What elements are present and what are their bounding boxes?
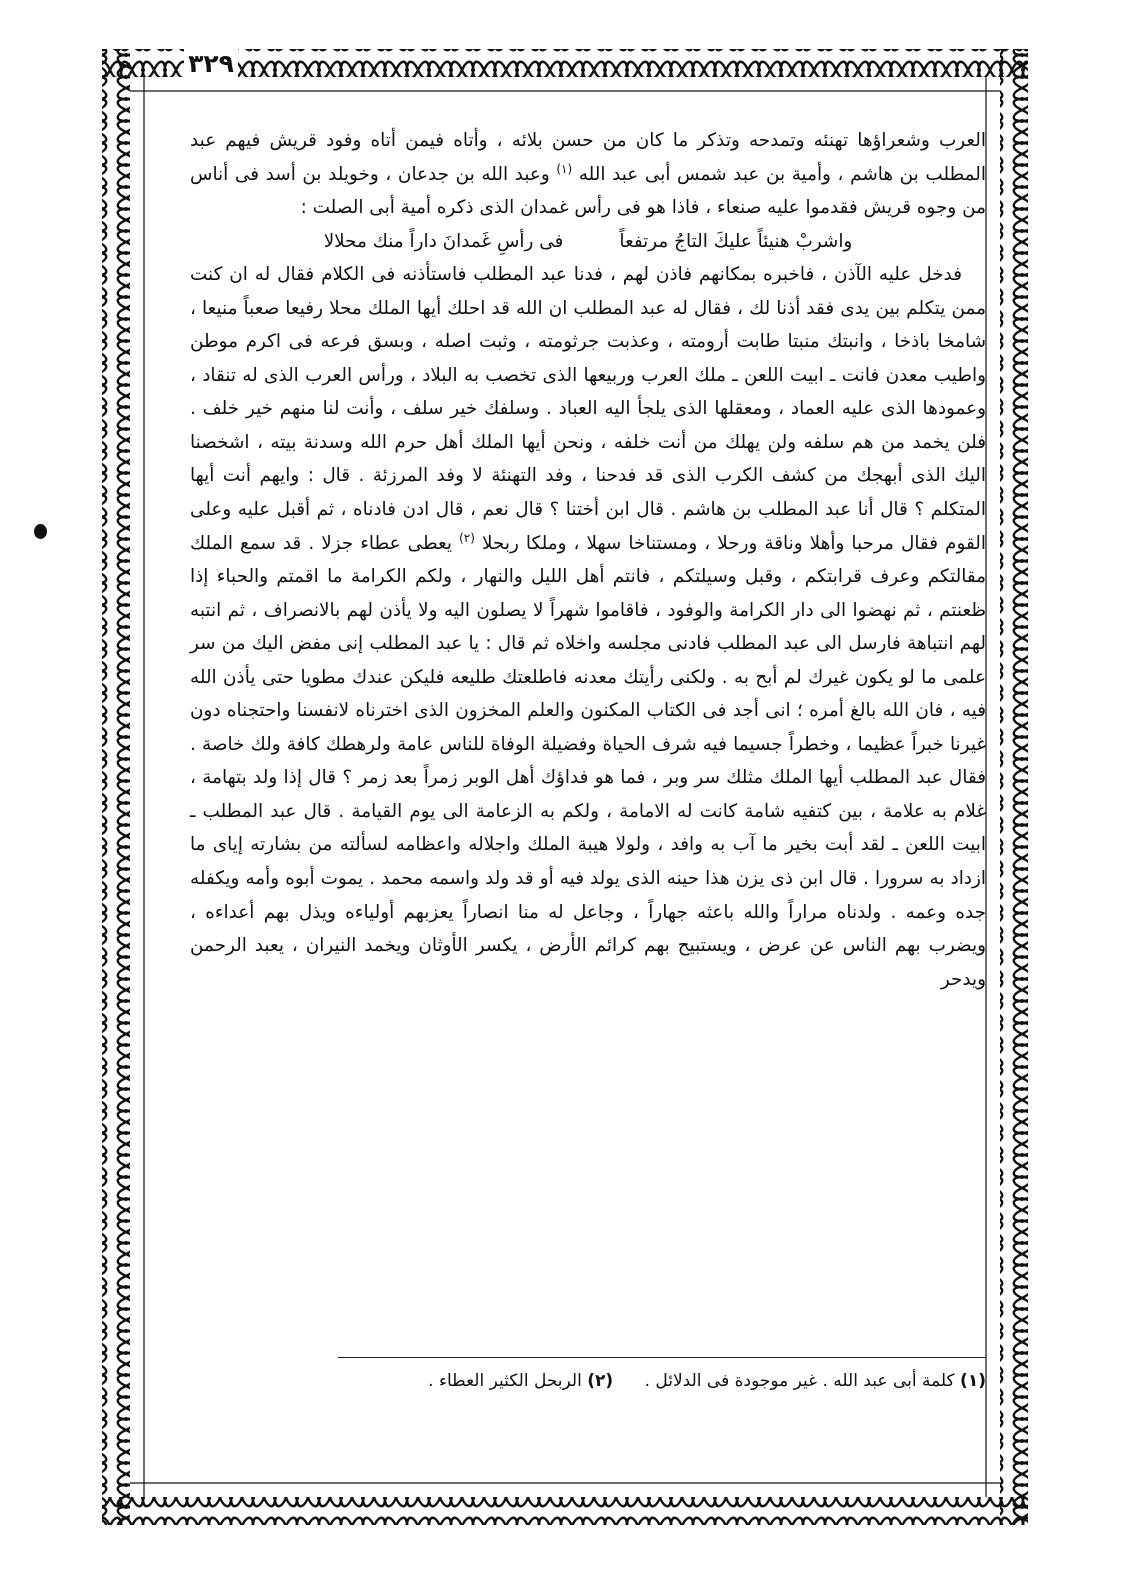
footnote-ref-1[interactable]: (١) [556, 161, 573, 176]
footnote-2-marker: (٢) [587, 1371, 614, 1391]
main-text-block [190, 124, 986, 996]
paragraph-2-text: فدخل عليه الآذن ، فاخبره بمكانهم فاذن لهم ، فدنا عبد المطلب فاستأذنه فى الكلام فقال له ان كنت ممن يتكلم بين يدى فقد أذنا لك ، فقال له عبد المطلب ان الله قد احلك أيها الملك محلا رفيعا صعباً منيعا ، شامخا باذخا ، وانبتك منبتا طابت أرومته ، وعذبت جرثومته ، وثبت اصله ، وبسق فرعه فى اكرم موطن واطيب معدن فانت ـ ابيت اللعن ـ ملك العرب وربيعها الذى تخصب به البلاد ، ورأس العرب الذى له تنقاد ، وعمودها الذى عليه العماد ، ومعقلها الذى يلجأ اليه العباد . وسلفك خير سلف ، وأنت لنا منهم خير خلف . فلن يخمد من هم سلفه ولن يهلك من أنت خلفه ، ونحن أيها الملك أهل حرم الله وسدنة بيته ، اشخصنا اليك الذى أبهجك من كشف الكرب الذى قد فدحنا ، وفد التهنئة لا وفد المرزئة . قال : وايهم أنت أيها المتكلم ؟ قال أنا عبد المطلب بن هاشم . قال ابن أختنا ؟ قال نعم ، قال ادن فادناه ، ثم أقبل عليه وعلى القوم فقال مرحبا وأهلا وناقة ورحلا ، ومستناخا سهلا ، وملكا ربحلا [190, 264, 986, 554]
verse-hemistich-2: فى رأسِ غَمدانَ داراً منك محلالا [323, 230, 564, 252]
footnote-divider [338, 1357, 986, 1358]
footnotes [330, 1364, 986, 1398]
footnote-1 [645, 1371, 986, 1391]
footnote-2-text: الربحل الكثير العطاء . [428, 1371, 582, 1391]
paragraph-1-cont: وعبد الله بن جدعان ، وخويلد بن أسد فى أناس من وجوه قريش فقدموا عليه صنعاء ، فاذا هو فى رأس غمدان الذى ذكره أمية أبى الصلت : [190, 163, 986, 219]
paragraph-1-text: العرب وشعراؤها تهنئه وتمدحه وتذكر ما كان من حسن بلائه ، وأتاه فيمن أتاه وفود قريش فيهم عبد المطلب بن هاشم ، وأمية بن عبد شمس أبى عبد الله [190, 130, 986, 185]
paragraph-2 [190, 258, 986, 996]
poem-verse [190, 225, 986, 259]
footnote-1-text: كلمة أبى عبد الله . غير موجودة فى الدلائل . [644, 1371, 955, 1391]
paragraph-1 [190, 124, 986, 225]
page-number: ٣٢٩ [184, 46, 238, 82]
margin-ink-dot [34, 524, 47, 539]
footnote-ref-2[interactable]: (٢) [459, 530, 475, 545]
footnote-2 [428, 1371, 613, 1391]
paragraph-2-cont: يعطى عطاء جزلا . قد سمع الملك مقالتكم وعرف قرابتكم ، وقبل وسيلتكم ، فانتم أهل الليل والنهار ، ولكم الكرامة ما اقمتم والحباء إذا ظعنتم ، ثم نهضوا الى دار الكرامة والوفود ، فاقاموا شهراً لا يصلون اليه ولا يأذن لهم بالانصراف ، ثم انتبه لهم انتباهة فارسل الى عبد المطلب فادنى مجلسه واخلاه ثم قال : يا عبد المطلب إنى مفض اليك من سر علمى ما لو يكون غيرك لم أبح به . ولكنى رأيتك معدنه فاطلعتك طليعه فليكن عندك مطويا حتى يأذن الله فيه ، فان الله بالغ أمره ؛ انى أجد فى الكتاب المكنون والعلم المخزون الذى اخترناه لانفسنا واحتجناه دون غيرنا خبراً عظيما ، وخطراً جسيما فيه شرف الحياة وفضيلة الوفاة للناس عامة ولرهطك كافة ولك خاصة . فقال عبد المطلب أيها الملك مثلك سر وبر ، فما هو فداؤك أهل الوبر زمراً بعد زمر ؟ قال إذا ولد بتهامة ، غلام به علامة ، بين كتفيه شامة كانت له الامامة ، ولكم به الزعامة الى يوم القيامة . قال عبد المطلب ـ ابيت اللعن ـ لقد أبت بخير ما آب به وافد ، ولولا هيبة الملك واجلاله واعظامه لسألته من بشارته إياى ما ازداد به سرورا . قال ابن ذى يزن هذا حينه الذى يولد فيه أو قد ولد واسمه محمد . يموت أبوه وأمه ويكفله جده وعمه . ولدناه مراراً والله باعثه جهاراً ، وجاعل له منا انصاراً يعزبهم أولياءه ويذل بهم أعداءه ، ويضرب بهم الناس عن عرض ، ويستبيح بهم كرائم الأرض ، يكسر الأوثان ويخمد النيران ، يعبد الرحمن ويدحر [190, 532, 986, 990]
verse-hemistich-1: واشربْ هنيئاً عليكَ التاجُ مرتفعاً [619, 230, 853, 252]
footnote-1-marker: (١) [960, 1371, 986, 1391]
